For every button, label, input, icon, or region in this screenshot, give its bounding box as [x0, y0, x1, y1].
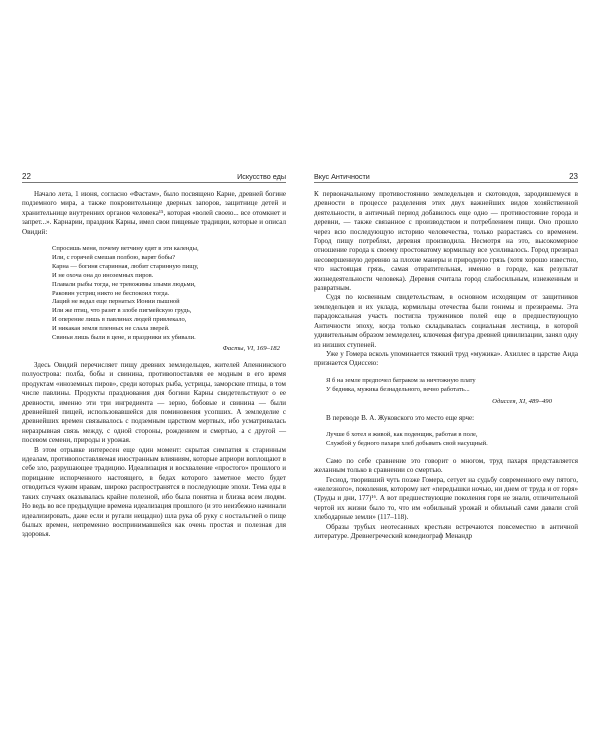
- right-page: [314, 172, 578, 541]
- verse-quote: [326, 431, 578, 449]
- paragraph: Образы трубых неотесанных крестьян встречаются повсеместно в античной литературе. Древнегреческий комедиограф Менандр: [314, 522, 578, 540]
- verse-source: Одиссея, XI, 489–490: [492, 397, 552, 405]
- paragraph: В переводе В. А. Жуковского это место еще ярче:: [326, 413, 475, 422]
- right-page-number: 23: [569, 172, 578, 181]
- verse-line: Я б на земле предпочел батраком за ничтожную плату: [326, 376, 476, 384]
- verse-quote: [326, 377, 578, 395]
- paragraph: В этом отрывке интересен еще один момент: скрытая симпатия к старинным идеалам, противопоставляемая иностранным влияниям, которые априори воплощают в себе зло, разрушающее традицию. Идеализация и восхваление «простого» прошлого и порицание испорченного настоящего, в бедах которого заметное место будет отводиться чужим нравам, широко распространятся в последующие эпохи. Тема еды в таких случаях оказывалась крайне полезной, ибо была понятна и близка всем людям. Но ведь во все предыдущие времена идеализация прошлого (и это неизбежно начинали идеализировать, даже если и ругали нещадно) шла рука об руку с ностальгией о пище былых времен, непременно воспринимавшейся как очень простая и полезная для здоровья.: [22, 445, 286, 539]
- paragraph: Здесь Овидий перечисляет пищу древних земледельцев, жителей Апеннинского полуострова: полба, бобы и свинина, противопоставляя ее модным в его время продуктам «иноземных пиров», среди которых рыба, устрицы, заморские птицы, в том числе павлины. Продукты празднования дня богини Карны свидетельствуют о ее древности, именно эти три ингредиента — зерно, бобовые и свинина — были древнейшей пищей, использовавшейся для поминовения усопших. А земледелие с древнейших времен связывалось с подземным царством мертвых, ибо усматривалась неразрывная связь между, с одной стороны, рождением и смертью, а с другой — посевом семени, природы и урожая.: [22, 361, 286, 445]
- verse-source: Фасты, VI, 169–182: [222, 345, 280, 352]
- verse-line: Свиньи лишь были в цене, и праздники их убивали.: [52, 334, 196, 342]
- verse-line: Лучше б хотел я живой, как поденщик, работая в поле,: [326, 430, 478, 438]
- verse-line: Службой у бедного пахаря хлеб добывать свой насущный.: [326, 439, 488, 447]
- paragraph: Судя по косвенным свидетельствам, в основном исходящим от защитников земледельцев и их уклада, кормильцы отечества были гонимы и презираемы. Эта парадоксальная участь постигла тружеников полей еще в предшествующую Античности эпоху, когда только складывалась социальная лестница, в которой удивительным образом земледелец, ключевая фигура древней цивилизации, занял одну из низших ступеней.: [314, 293, 578, 349]
- verse-line: Спросишь меня, почему ветчину едят в эти календы,: [52, 245, 199, 253]
- paragraph: Уже у Гомера всколь упоминается тяжкий труд «мужика». Ахиллес в царстве Аида признается Одиссею:: [314, 349, 578, 368]
- paragraph: Гесиод, творивший чуть позже Гомера, сетует на судьбу современного ему пятого, «железного», поколения, которому нет «передышки ночью, ни днем от труда и от горя» (Труды и дни, 177)¹⁶. А вот предшествующие поколения горя не знали, отличительной чертой их жизни было то, что им «обильный урожай и обильный сами давали сгой хлебодарные земли» (117–118).: [314, 475, 578, 522]
- left-page-number: 22: [22, 172, 31, 181]
- paragraph: Само по себе сравнение это говорит о многом, труд пахаря представляется желанным только в сравнении со смертью.: [314, 456, 578, 475]
- left-page: [22, 172, 286, 540]
- right-page-body: [314, 190, 578, 541]
- verse-line: У бедняка, мужика безнадельного, вечно работать...: [326, 385, 470, 393]
- left-running-title: Искусство еды: [237, 172, 286, 181]
- verse-quote: [52, 245, 286, 353]
- left-page-body: [22, 190, 286, 540]
- right-running-head: [314, 172, 578, 183]
- verse-line: Плавали рыбы тогда, не тревожимы злыми людьми,: [52, 280, 196, 288]
- verse-line: Карна — богиня старинная, любит старинную пищу,: [52, 262, 199, 270]
- verse-line: И не охоча она до иноземных пиров.: [52, 271, 154, 279]
- verse-line: Или же птиц, что разят в злобе пигмейскую грудь,: [52, 307, 192, 315]
- verse-line: Лаций не ведал еще пернатых Ионии пышной: [52, 298, 180, 306]
- left-running-head: [22, 172, 286, 183]
- verse-line: Раковин устриц никто не беспокоил тогда.: [52, 289, 170, 297]
- verse-line: И никакая земля пленных не слала зверей.: [52, 325, 170, 333]
- paragraph: Начало лета, 1 июня, согласно «Фастам», было посвящено Карне, древней богине подземного мира, а также покровительнице дверных запоров, защитнице детей и хранительнице внутренних органов человека¹⁵, которая «волей своею... все отомкнет и запрет...». Карнарии, праздник Карны, имел свои пищевые традиции, которые и описал Овидий:: [22, 190, 286, 236]
- right-running-title: Вкус Античности: [314, 172, 370, 181]
- verse-line: И оперение лишь в павлинах людей привлекало,: [52, 316, 187, 324]
- paragraph: К первоначальному противостоянию земледельцев и скотоводов, зародившемуся в древности в процессе разделения этих двух важнейших видов хозяйственной деятельности, в античный период добавилось еще одно — противостояние города и деревни, — также связанное с производством и потреблением пищи. Оно прошло через всю последующую историю человечества, только разрастаясь со временем. Город пищу потреблял, деревня производила. Несмотря на это, высокомерное отношение города к своему простоватому кормильцу все усиливалось. Город презирал несовершенную деревню за плохие манеры и природную грязь (хотя хорошо известно, что настоящая грязь, самая отвратительная, именно в городе, как результат жизнедеятельности человека). Деревня считала город слабосильным, изнеженным и развратным.: [314, 190, 578, 293]
- verse-line: Или, с горячей смешав полбою, варят бобы?: [52, 253, 176, 261]
